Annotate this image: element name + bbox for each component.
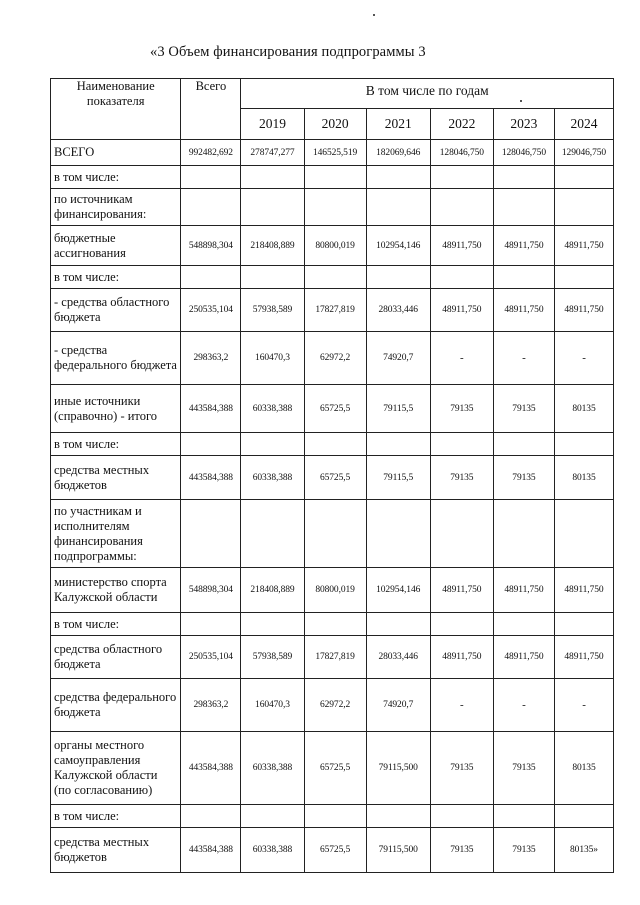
cell-year-value: 79115,500 — [366, 828, 430, 873]
cell-year-value: 48911,750 — [493, 226, 554, 266]
table-row — [51, 732, 614, 805]
cell-year-value: 80135 — [554, 385, 613, 433]
row-label: органы местного самоуправления Калужской области (по согласованию) — [51, 732, 181, 805]
cell-year-value: 79135 — [493, 828, 554, 873]
year-header: 2023 — [493, 109, 554, 140]
cell-year-value: 79135 — [493, 732, 554, 805]
cell-year-value — [304, 500, 366, 568]
cell-year-value: 48911,750 — [554, 289, 613, 332]
cell-year-value: 48911,750 — [430, 568, 493, 613]
cell-year-value: 65725,5 — [304, 456, 366, 500]
cell-total: 443584,388 — [181, 828, 241, 873]
cell-year-value: 79115,500 — [366, 732, 430, 805]
header-total: Всего — [181, 79, 241, 140]
table-row — [51, 226, 614, 266]
row-label: министерство спорта Калужской области — [51, 568, 181, 613]
cell-year-value: 80135» — [554, 828, 613, 873]
cell-total: 548898,304 — [181, 226, 241, 266]
table-row — [51, 500, 614, 568]
cell-year-value: 65725,5 — [304, 828, 366, 873]
cell-year-value — [430, 189, 493, 226]
cell-year-value: 79135 — [430, 456, 493, 500]
cell-total: 298363,2 — [181, 332, 241, 385]
cell-year-value: 278747,277 — [241, 140, 304, 166]
cell-year-value — [241, 613, 304, 636]
cell-year-value: 74920,7 — [366, 679, 430, 732]
cell-year-value: 218408,889 — [241, 226, 304, 266]
cell-year-value: 80800,019 — [304, 226, 366, 266]
cell-total: 298363,2 — [181, 679, 241, 732]
cell-year-value: 62972,2 — [304, 332, 366, 385]
header-years-group: В том числе по годам — [241, 79, 614, 109]
cell-total — [181, 433, 241, 456]
cell-year-value: 65725,5 — [304, 732, 366, 805]
cell-year-value: 218408,889 — [241, 568, 304, 613]
row-label: ВСЕГО — [51, 140, 181, 166]
scan-speck — [373, 14, 375, 16]
cell-year-value: 79135 — [430, 732, 493, 805]
row-label: по источникам финансирования: — [51, 189, 181, 226]
cell-year-value — [493, 805, 554, 828]
cell-year-value — [554, 433, 613, 456]
cell-total — [181, 189, 241, 226]
table-row — [51, 166, 614, 189]
cell-year-value — [241, 500, 304, 568]
cell-year-value: 74920,7 — [366, 332, 430, 385]
cell-year-value: 48911,750 — [554, 226, 613, 266]
cell-year-value — [304, 433, 366, 456]
cell-total: 443584,388 — [181, 456, 241, 500]
cell-year-value: 182069,646 — [366, 140, 430, 166]
year-header: 2020 — [304, 109, 366, 140]
cell-year-value: - — [554, 679, 613, 732]
table-row — [51, 613, 614, 636]
cell-year-value: 17827,819 — [304, 636, 366, 679]
cell-total — [181, 805, 241, 828]
cell-year-value — [554, 166, 613, 189]
year-header: 2022 — [430, 109, 493, 140]
cell-year-value: 80135 — [554, 732, 613, 805]
table-row — [51, 140, 614, 166]
cell-year-value — [366, 433, 430, 456]
cell-year-value: 79115,5 — [366, 456, 430, 500]
year-header: 2019 — [241, 109, 304, 140]
cell-year-value: 28033,446 — [366, 289, 430, 332]
cell-year-value: 48911,750 — [430, 636, 493, 679]
cell-year-value: 48911,750 — [493, 636, 554, 679]
row-label: в том числе: — [51, 166, 181, 189]
cell-year-value — [554, 500, 613, 568]
cell-total: 250535,104 — [181, 636, 241, 679]
row-label: средства федерального бюджета — [51, 679, 181, 732]
row-label: средства областного бюджета — [51, 636, 181, 679]
cell-year-value — [241, 189, 304, 226]
cell-year-value: 60338,388 — [241, 385, 304, 433]
cell-year-value — [554, 266, 613, 289]
table-row — [51, 828, 614, 873]
cell-total — [181, 166, 241, 189]
cell-year-value: 80135 — [554, 456, 613, 500]
cell-year-value: 48911,750 — [493, 289, 554, 332]
header-name: Наименование показателя — [51, 79, 181, 140]
cell-year-value — [430, 500, 493, 568]
cell-year-value — [493, 266, 554, 289]
cell-year-value — [493, 433, 554, 456]
cell-year-value — [493, 189, 554, 226]
cell-year-value — [493, 500, 554, 568]
cell-year-value — [366, 266, 430, 289]
cell-year-value — [241, 805, 304, 828]
cell-total — [181, 266, 241, 289]
cell-year-value — [554, 189, 613, 226]
table-row — [51, 636, 614, 679]
cell-year-value: 160470,3 — [241, 679, 304, 732]
row-label: в том числе: — [51, 805, 181, 828]
cell-year-value: - — [554, 332, 613, 385]
cell-year-value — [430, 805, 493, 828]
cell-year-value: 79135 — [493, 456, 554, 500]
cell-year-value — [366, 613, 430, 636]
table-row — [51, 266, 614, 289]
row-label: - средства областного бюджета — [51, 289, 181, 332]
cell-year-value: - — [430, 679, 493, 732]
row-label: в том числе: — [51, 433, 181, 456]
cell-year-value — [430, 166, 493, 189]
table-row — [51, 289, 614, 332]
cell-year-value: 146525,519 — [304, 140, 366, 166]
cell-year-value: 102954,146 — [366, 226, 430, 266]
cell-year-value — [430, 613, 493, 636]
cell-year-value — [430, 433, 493, 456]
cell-year-value: 48911,750 — [430, 289, 493, 332]
row-label: средства местных бюджетов — [51, 828, 181, 873]
cell-year-value — [304, 166, 366, 189]
cell-year-value — [366, 166, 430, 189]
cell-year-value: 57938,589 — [241, 289, 304, 332]
cell-year-value: 128046,750 — [493, 140, 554, 166]
table-row — [51, 189, 614, 226]
cell-year-value: 60338,388 — [241, 732, 304, 805]
cell-year-value: 128046,750 — [430, 140, 493, 166]
cell-year-value: 79135 — [430, 828, 493, 873]
cell-year-value: 17827,819 — [304, 289, 366, 332]
row-label: по участникам и исполнителям финансирования подпрограммы: — [51, 500, 181, 568]
cell-year-value: 48911,750 — [554, 636, 613, 679]
cell-year-value — [493, 166, 554, 189]
cell-year-value: 79135 — [430, 385, 493, 433]
cell-year-value: 28033,446 — [366, 636, 430, 679]
cell-year-value: 57938,589 — [241, 636, 304, 679]
cell-year-value — [554, 613, 613, 636]
cell-year-value — [241, 266, 304, 289]
cell-year-value: 48911,750 — [430, 226, 493, 266]
cell-year-value — [304, 266, 366, 289]
cell-year-value: 79115,5 — [366, 385, 430, 433]
cell-total: 443584,388 — [181, 732, 241, 805]
cell-total: 443584,388 — [181, 385, 241, 433]
cell-year-value: 129046,750 — [554, 140, 613, 166]
cell-year-value: 48911,750 — [493, 568, 554, 613]
cell-total — [181, 500, 241, 568]
cell-year-value — [241, 166, 304, 189]
cell-year-value: 65725,5 — [304, 385, 366, 433]
document-title: «3 Объем финансирования подпрограммы 3 — [150, 44, 426, 60]
cell-year-value: 48911,750 — [554, 568, 613, 613]
table-row — [51, 805, 614, 828]
row-label: в том числе: — [51, 613, 181, 636]
cell-year-value: 60338,388 — [241, 456, 304, 500]
cell-total: 992482,692 — [181, 140, 241, 166]
cell-year-value: - — [493, 679, 554, 732]
year-header: 2024 — [554, 109, 613, 140]
table-row — [51, 433, 614, 456]
cell-year-value: 62972,2 — [304, 679, 366, 732]
cell-year-value — [304, 189, 366, 226]
row-label: бюджетные ассигнования — [51, 226, 181, 266]
cell-year-value: 160470,3 — [241, 332, 304, 385]
cell-year-value: - — [493, 332, 554, 385]
row-label: в том числе: — [51, 266, 181, 289]
cell-year-value: 102954,146 — [366, 568, 430, 613]
cell-year-value: - — [430, 332, 493, 385]
table-body — [51, 140, 614, 873]
cell-year-value — [366, 805, 430, 828]
cell-year-value — [304, 613, 366, 636]
cell-total: 250535,104 — [181, 289, 241, 332]
cell-year-value — [430, 266, 493, 289]
cell-year-value: 79135 — [493, 385, 554, 433]
year-header: 2021 — [366, 109, 430, 140]
cell-year-value: 80800,019 — [304, 568, 366, 613]
table-row — [51, 568, 614, 613]
table-row — [51, 456, 614, 500]
cell-year-value — [241, 433, 304, 456]
row-label: - средства федерального бюджета — [51, 332, 181, 385]
cell-year-value — [366, 189, 430, 226]
cell-year-value: 60338,388 — [241, 828, 304, 873]
cell-year-value — [366, 500, 430, 568]
cell-year-value — [304, 805, 366, 828]
table-row — [51, 679, 614, 732]
cell-year-value — [554, 805, 613, 828]
cell-total — [181, 613, 241, 636]
financing-table — [50, 78, 614, 873]
row-label: средства местных бюджетов — [51, 456, 181, 500]
cell-year-value — [493, 613, 554, 636]
row-label: иные источники (справочно) - итого — [51, 385, 181, 433]
table-row — [51, 385, 614, 433]
table-row — [51, 332, 614, 385]
cell-total: 548898,304 — [181, 568, 241, 613]
